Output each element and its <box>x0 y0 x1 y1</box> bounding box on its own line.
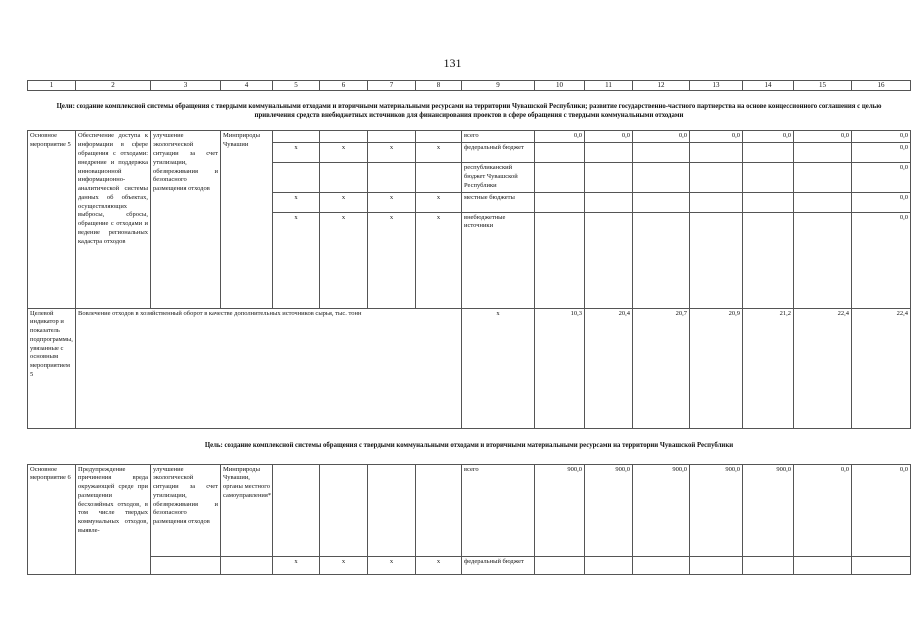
indicator-name: Целевой индикатор и показатель подпрограммы, увязанные с основным мероприятием 5 <box>28 308 76 428</box>
code-cell: x <box>416 556 462 574</box>
value-cell <box>690 556 743 574</box>
code-cell <box>273 131 320 143</box>
column-header: 2 <box>76 81 151 91</box>
value-cell <box>585 143 633 163</box>
value-cell: 0,0 <box>743 131 794 143</box>
value-cell: 0,0 <box>690 131 743 143</box>
value-cell <box>794 163 852 192</box>
column-header: 3 <box>151 81 221 91</box>
value-cell <box>690 143 743 163</box>
measure-name: Основное мероприятие 6 <box>28 464 76 574</box>
code-cell: x <box>368 192 416 212</box>
funding-source: всего <box>462 464 535 556</box>
column-header-row <box>28 81 911 91</box>
code-cell: x <box>273 143 320 163</box>
indicator-mark: x <box>462 308 535 428</box>
code-cell <box>368 131 416 143</box>
code-cell <box>368 464 416 556</box>
measure-name: Основное мероприятие 5 <box>28 131 76 308</box>
funding-source: всего <box>462 131 535 143</box>
funding-source: республиканский бюджет Чувашской Республики <box>462 163 535 192</box>
value-cell: 0,0 <box>535 131 585 143</box>
code-cell: x <box>273 212 320 308</box>
value-cell: 900,0 <box>633 464 690 556</box>
code-cell: x <box>273 556 320 574</box>
value-cell: 0,0 <box>852 192 911 212</box>
value-cell <box>535 163 585 192</box>
column-header: 6 <box>320 81 368 91</box>
indicator-row <box>28 308 911 428</box>
code-cell: x <box>320 212 368 308</box>
code-cell: x <box>368 556 416 574</box>
column-header: 8 <box>416 81 462 91</box>
value-cell <box>633 143 690 163</box>
code-cell <box>320 464 368 556</box>
code-cell: x <box>320 192 368 212</box>
indicator-description: Вовлечение отходов в хозяйственный оборот в качестве дополнительных источников сырья, тыс. тонн <box>76 308 462 428</box>
value-cell: 0,0 <box>585 131 633 143</box>
column-header: 9 <box>462 81 535 91</box>
budget-row <box>28 464 911 556</box>
value-cell <box>535 143 585 163</box>
funding-source: местные бюджеты <box>462 192 535 212</box>
column-header: 14 <box>743 81 794 91</box>
code-cell: x <box>416 192 462 212</box>
value-cell: 900,0 <box>690 464 743 556</box>
goal-row <box>28 428 911 464</box>
value-cell <box>690 163 743 192</box>
value-cell <box>535 556 585 574</box>
value-cell <box>585 192 633 212</box>
column-header: 5 <box>273 81 320 91</box>
value-cell <box>743 163 794 192</box>
page-number: 131 <box>443 56 462 70</box>
code-cell <box>416 131 462 143</box>
code-cell: x <box>368 143 416 163</box>
value-cell <box>535 212 585 308</box>
measure-description: Предупреждение причинения вреда окружающей среде при размещении бесхозяйных отходов, в том числе твердых коммунальных отходов, выявле- <box>76 464 151 574</box>
value-cell: 20,7 <box>633 308 690 428</box>
value-cell <box>794 212 852 308</box>
code-cell: x <box>273 192 320 212</box>
code-cell <box>273 163 320 192</box>
value-cell: 0,0 <box>852 212 911 308</box>
measure-result-continued <box>151 556 221 574</box>
code-cell: x <box>368 212 416 308</box>
measure-executor: Минприроды Чувашии, органы местного самоуправления* <box>221 464 273 556</box>
value-cell <box>585 163 633 192</box>
value-cell: 20,4 <box>585 308 633 428</box>
measure-executor: Минприроды Чувашии <box>221 131 273 308</box>
measure-description: Обеспечение доступа к информации в сфере обращения с отходами: внедрение и поддержка инновационной информационно-аналитической системы данных об объектах, осуществляющих выбросы, сбросы, обращение с отходами и ведение региональных кадастра отходов <box>76 131 151 308</box>
measure-result: улучшение экологической ситуации за счет утилизации, обезвреживания и безопасного размещения отходов <box>151 464 221 556</box>
budget-row <box>28 556 911 574</box>
column-header: 13 <box>690 81 743 91</box>
value-cell: 0,0 <box>852 464 911 556</box>
budget-table <box>27 80 911 575</box>
value-cell <box>743 143 794 163</box>
value-cell <box>743 212 794 308</box>
code-cell <box>320 163 368 192</box>
value-cell <box>690 192 743 212</box>
value-cell: 0,0 <box>794 131 852 143</box>
code-cell <box>416 163 462 192</box>
column-header: 7 <box>368 81 416 91</box>
code-cell: x <box>320 143 368 163</box>
value-cell <box>690 212 743 308</box>
goal-text: Цель: создание комплексной системы обращения с твердыми коммунальными отходами и вторичными материальными ресурсами на территории Чувашской Республики <box>28 428 911 464</box>
value-cell: 900,0 <box>743 464 794 556</box>
column-header: 4 <box>221 81 273 91</box>
budget-row <box>28 131 911 143</box>
funding-source: внебюджетные источники <box>462 212 535 308</box>
value-cell <box>633 212 690 308</box>
column-header: 16 <box>852 81 911 91</box>
value-cell <box>852 556 911 574</box>
value-cell: 0,0 <box>852 163 911 192</box>
funding-source: федеральный бюджет <box>462 556 535 574</box>
value-cell: 10,3 <box>535 308 585 428</box>
column-header: 12 <box>633 81 690 91</box>
value-cell: 0,0 <box>794 464 852 556</box>
column-header: 10 <box>535 81 585 91</box>
column-header: 15 <box>794 81 852 91</box>
value-cell <box>794 143 852 163</box>
value-cell: 0,0 <box>633 131 690 143</box>
column-header: 11 <box>585 81 633 91</box>
value-cell <box>633 556 690 574</box>
value-cell: 22,4 <box>794 308 852 428</box>
value-cell: 900,0 <box>585 464 633 556</box>
goal-row <box>28 91 911 131</box>
value-cell <box>633 163 690 192</box>
value-cell: 900,0 <box>535 464 585 556</box>
value-cell: 21,2 <box>743 308 794 428</box>
value-cell: 0,0 <box>852 131 911 143</box>
value-cell <box>794 556 852 574</box>
value-cell <box>585 556 633 574</box>
value-cell: 20,9 <box>690 308 743 428</box>
value-cell <box>633 192 690 212</box>
goal-text: Цели: создание комплексной системы обращения с твердыми коммунальными отходами и вторичными материальными ресурсами на территории Чувашской Республики; развитие государственно-частного партнерства на основе концессионного соглашения с целью привлечения средств внебюджетных источников для финансирования проектов в сфере обращения с твердыми коммунальными отходами <box>28 91 911 131</box>
value-cell <box>585 212 633 308</box>
code-cell <box>416 464 462 556</box>
code-cell: x <box>320 556 368 574</box>
value-cell <box>794 192 852 212</box>
value-cell: 0,0 <box>852 143 911 163</box>
column-header: 1 <box>28 81 76 91</box>
measure-executor-continued <box>221 556 273 574</box>
code-cell <box>320 131 368 143</box>
value-cell <box>743 556 794 574</box>
value-cell: 22,4 <box>852 308 911 428</box>
code-cell <box>368 163 416 192</box>
code-cell: x <box>416 212 462 308</box>
value-cell <box>535 192 585 212</box>
value-cell <box>743 192 794 212</box>
funding-source: федеральный бюджет <box>462 143 535 163</box>
code-cell: x <box>416 143 462 163</box>
code-cell <box>273 464 320 556</box>
measure-result: улучшение экологической ситуации за счет утилизации, обезвреживания и безопасного размещения отходов <box>151 131 221 308</box>
